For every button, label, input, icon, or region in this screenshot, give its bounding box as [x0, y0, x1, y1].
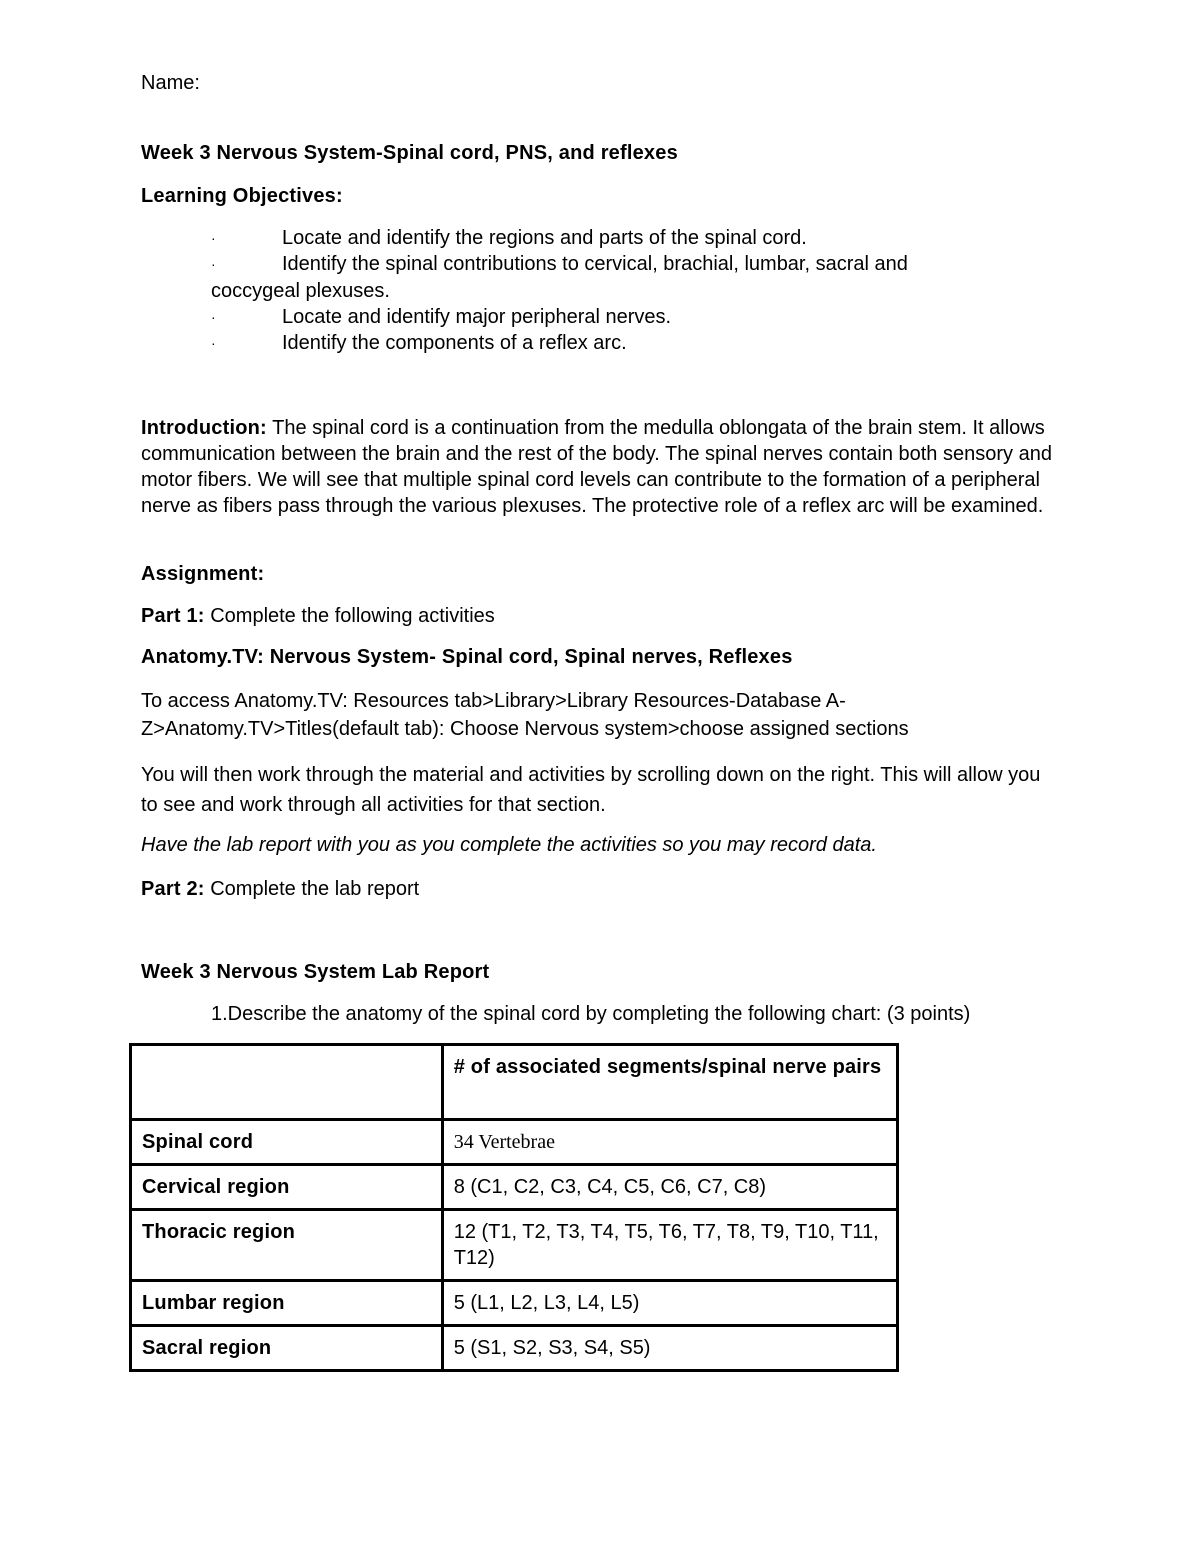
row-label: Spinal cord	[131, 1120, 443, 1165]
row-value: 5 (S1, S2, S3, S4, S5)	[442, 1326, 897, 1371]
part2-line	[141, 878, 419, 901]
part1-text: Complete the following activities	[204, 605, 495, 627]
assignment-heading: Assignment:	[141, 563, 265, 585]
name-label: Name:	[141, 72, 200, 94]
bullet-icon: ·	[211, 335, 216, 351]
bullet-icon: ·	[211, 230, 216, 246]
row-value: 5 (L1, L2, L3, L4, L5)	[442, 1281, 897, 1326]
access-instructions: To access Anatomy.TV: Resources tab>Library>Library Resources-Database A-Z>Anatomy.TV>Titles(default tab): Choose Nervous system>choose assigned sections	[141, 690, 909, 740]
table-header-cell	[131, 1045, 443, 1120]
spinal-cord-table	[129, 1043, 899, 1372]
lab-report-note: Have the lab report with you as you complete the activities so you may record data.	[141, 834, 877, 856]
row-label: Thoracic region	[131, 1210, 443, 1281]
table-row	[131, 1120, 898, 1165]
table-header-row	[131, 1045, 898, 1120]
part2-label: Part 2:	[141, 878, 205, 900]
row-label: Lumbar region	[131, 1281, 443, 1326]
table-row	[131, 1165, 898, 1210]
introduction-label: Introduction:	[141, 417, 267, 439]
objective-item-continuation: coccygeal plexuses.	[211, 280, 390, 302]
page-title: Week 3 Nervous System-Spinal cord, PNS, and reflexes	[141, 142, 678, 164]
objective-item: Locate and identify the regions and parts of the spinal cord.	[282, 227, 807, 249]
question-1: 1.Describe the anatomy of the spinal cord by completing the following chart: (3 points)	[211, 1003, 971, 1025]
part2-text: Complete the lab report	[204, 878, 420, 900]
row-value: 34 Vertebrae	[442, 1120, 897, 1165]
objectives-heading: Learning Objectives:	[141, 185, 343, 207]
row-value: 12 (T1, T2, T3, T4, T5, T6, T7, T8, T9, T10, T11, T12)	[442, 1210, 897, 1281]
work-instructions: You will then work through the material and activities by scrolling down on the right. This will allow you to see and work through all activities for that section.	[141, 764, 1041, 816]
part1-label: Part 1:	[141, 605, 205, 627]
objective-item: Identify the spinal contributions to cervical, brachial, lumbar, sacral and	[282, 253, 908, 275]
row-value: 8 (C1, C2, C3, C4, C5, C6, C7, C8)	[442, 1165, 897, 1210]
table-header-cell: # of associated segments/spinal nerve pairs	[442, 1045, 897, 1120]
bullet-icon: ·	[211, 309, 216, 325]
table-row	[131, 1326, 898, 1371]
bullet-icon: ·	[211, 256, 216, 272]
table-row	[131, 1210, 898, 1281]
introduction-paragraph	[141, 415, 1056, 519]
row-label: Cervical region	[131, 1165, 443, 1210]
objective-item: Locate and identify major peripheral nerves.	[282, 306, 672, 328]
introduction-text: The spinal cord is a continuation from the medulla oblongata of the brain stem. It allows communication between the brain and the rest of the body. The spinal nerves contain both sensory and motor fibers. We will see that multiple spinal cord levels can contribute to the formation of a peripheral nerve as fibers pass through the various plexuses. The protective role of a reflex arc will be examined.	[141, 417, 1052, 517]
part1-line	[141, 605, 495, 628]
objective-item: Identify the components of a reflex arc.	[282, 332, 627, 354]
anatomy-tv-heading: Anatomy.TV: Nervous System- Spinal cord, Spinal nerves, Reflexes	[141, 646, 793, 668]
lab-report-heading: Week 3 Nervous System Lab Report	[141, 961, 490, 983]
row-label: Sacral region	[131, 1326, 443, 1371]
table-row	[131, 1281, 898, 1326]
